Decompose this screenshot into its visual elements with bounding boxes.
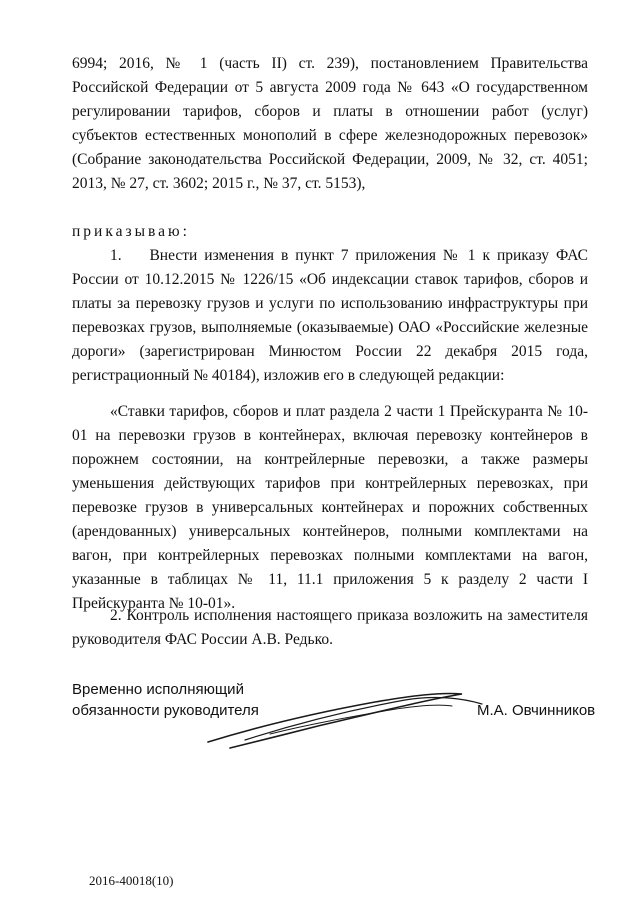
handwritten-signature	[200, 662, 500, 762]
paragraph-legal-basis: 6994; 2016, № 1 (часть II) ст. 239), постановлением Правительства Российской Федерации от 5 августа 2009 года № 643 «О государственном регулировании тарифов, сборов и платы в отношении работ (услуг) субъектов естественных монополий в сфере железнодорожных перевозок» (Собрание законодательства Российской Федерации, 2009, № 32, ст. 4051; 2013, № 27, ст. 3602; 2015 г., № 37, ст. 5153),	[72, 55, 588, 192]
document-registration-code: 2016-40018(10)	[89, 873, 174, 888]
paragraph-item-1: 1. Внести изменения в пункт 7 приложения № 1 к приказу ФАС России от 10.12.2015 № 1226/15 «Об индексации ставок тарифов, сборов и платы за перевозку грузов и услуги по использованию инфраструктуры при перевозках грузов, выполняемые (оказываемые) ОАО «Российские железные дороги» (зарегистрирован Минюстом России 22 декабря 2015 года, регистрационный № 40184), изложив его в следующей редакции:	[72, 247, 588, 384]
signatory-name: М.А. Овчинников	[477, 702, 596, 719]
signatory-position-line1: Временно исполняющий	[72, 681, 244, 698]
signatory-position-line2: обязанности руководителя	[72, 702, 259, 719]
paragraph-order-keyword: приказываю:	[72, 223, 190, 240]
paragraph-quoted-amendment: «Ставки тарифов, сборов и плат раздела 2 части 1 Прейскуранта № 10-01 на перевозки грузов в контейнерах, включая перевозку контейнеров в порожнем состоянии, на контрейлерные перевозки, а также размеры уменьшения действующих тарифов при контрейлерных перевозках, при перевозке грузов в универсальных контейнерах и порожних собственных (арендованных) универсальных контейнеров, полными комплектами на вагон, при контрейлерных перевозках полными комплектами на вагон, указанные в таблицах № 11, 11.1 приложения 5 к разделу 2 части I Прейскуранта № 10-01».	[72, 403, 588, 612]
paragraph-item-2: 2. Контроль исполнения настоящего приказа возложить на заместителя руководителя ФАС России А.В. Редько.	[72, 607, 588, 648]
